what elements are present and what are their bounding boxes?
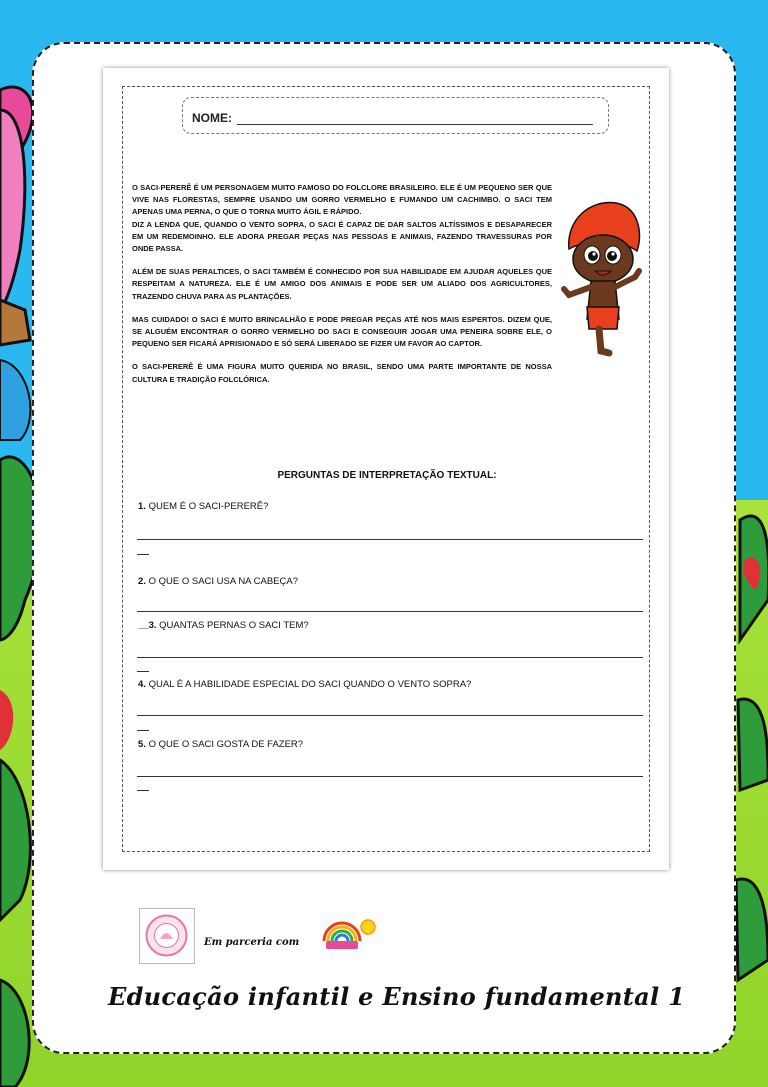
question-number: 2. <box>138 576 146 587</box>
answer-line-1[interactable] <box>137 539 643 540</box>
answer-line-4-end <box>137 730 149 731</box>
paragraph: DIZ A LENDA QUE, QUANDO O VENTO SOPRA, O SACI É CAPAZ DE DAR SALTOS ALTÍSSIMOS E DESAPARECER EM UM REDEMOINHO. ELE ADORA PREGAR PEÇAS NAS PESSOAS E ANIMAIS, FAZENDO TRAVESSURAS POR ONDE PASSA. <box>132 219 552 254</box>
question-number: __3. <box>138 620 157 631</box>
question-text: O QUE O SACI GOSTA DE FAZER? <box>145 739 304 750</box>
questions-title: PERGUNTAS DE INTERPRETAÇÃO TEXTUAL: <box>277 470 497 481</box>
question-2 <box>138 576 298 587</box>
partner-logo <box>320 915 382 951</box>
question-number: 4. <box>138 679 146 690</box>
question-number: 1. <box>138 501 146 512</box>
tagline: Educação infantil e Ensino fundamental 1 <box>108 982 686 1011</box>
partner-text: Em parceria com <box>204 937 300 948</box>
question-number: 5. <box>138 739 146 750</box>
saci-illustration <box>561 199 643 359</box>
question-4 <box>138 679 471 690</box>
brand-logo <box>139 908 195 964</box>
worksheet-border <box>122 86 650 852</box>
brand-logo-icon <box>140 909 193 962</box>
question-3 <box>138 620 309 631</box>
name-label: NOME: <box>192 111 232 125</box>
paragraph: O SACI-PERERÊ É UM PERSONAGEM MUITO FAMOSO DO FOLCLORE BRASILEIRO. ELE É UM PEQUENO SER QUE VIVE NAS FLORESTAS, SEMPRE USANDO UM GORRO VERMELHO E FUMANDO UM CACHIMBO. O SACI TEM APENAS UMA PERNA, O QUE O TORNA MUITO ÁGIL E RÁPIDO. <box>132 183 552 217</box>
paragraph: ALÉM DE SUAS PERALTICES, O SACI TAMBÉM É CONHECIDO POR SUA HABILIDADE EM AJUDAR AQUELES QUE RESPEITAM A NATUREZA. ELE É UM AMIGO DOS ANIMAIS E PODE SER UM ALIADO DOS AGRICULTORES, TRAZENDO CHUVA PARA AS PLANTAÇÕES. <box>132 267 552 301</box>
answer-line-1-end <box>137 554 149 555</box>
question-text: QUAL É A HABILIDADE ESPECIAL DO SACI QUANDO O VENTO SOPRA? <box>145 679 472 690</box>
paragraph: MAS CUIDADO! O SACI É MUITO BRINCALHÃO E PODE PREGAR PEÇAS ATÉ NOS MAIS ESPERTOS. DIZEM QUE, SE ALGUÉM ENCONTRAR O GORRO VERMELHO DO SACI E CONSEGUIR JOGAR UMA PENEIRA SOBRE ELE, O PEQUENO SER FICARÁ APRISIONADO E SÓ SERÁ LIBERADO SE FIZER UM FAVOR AO CAPTOR. <box>132 314 552 349</box>
answer-line-5[interactable] <box>137 776 643 777</box>
answer-line-4[interactable] <box>137 715 643 716</box>
question-text: QUANTAS PERNAS O SACI TEM? <box>156 620 309 631</box>
answer-line-3-end <box>137 671 149 672</box>
question-text: QUEM É O SACI-PERERÊ? <box>145 501 269 512</box>
name-box <box>182 97 609 134</box>
answer-line-3[interactable] <box>137 657 643 658</box>
story-text <box>132 182 552 397</box>
name-line[interactable] <box>237 124 593 125</box>
question-text: O QUE O SACI USA NA CABEÇA? <box>145 576 298 587</box>
question-5 <box>138 739 303 750</box>
paragraph: O SACI-PERERÊ É UMA FIGURA MUITO QUERIDA NO BRASIL, SENDO UMA PARTE IMPORTANTE DE NOSSA CULTURA E TRADIÇÃO FOLCLÓRICA. <box>132 362 552 384</box>
answer-line-5-end <box>137 790 149 791</box>
answer-line-2[interactable] <box>137 611 643 612</box>
worksheet <box>103 68 669 870</box>
question-1 <box>138 501 268 512</box>
